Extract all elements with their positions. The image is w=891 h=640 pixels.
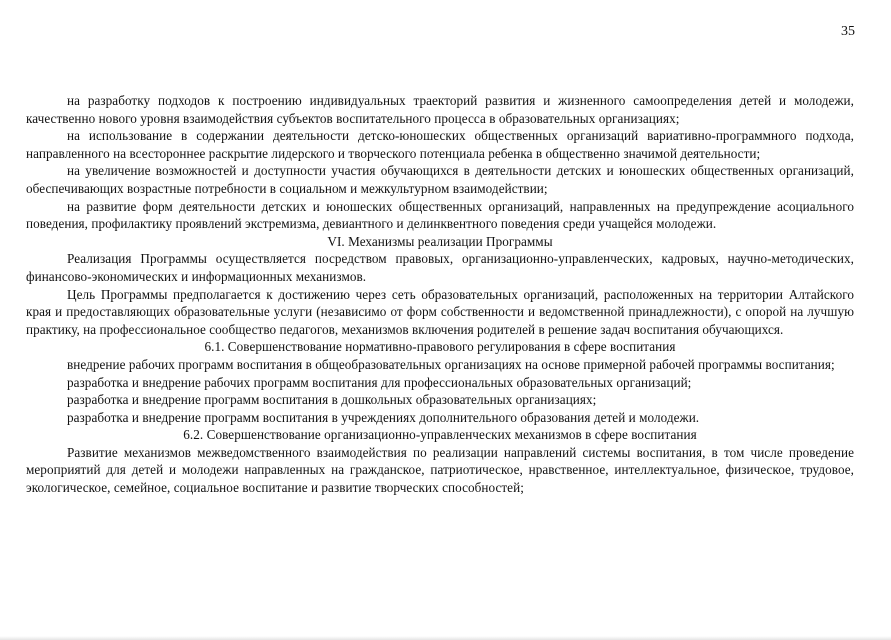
paragraph-program-goal: Цель Программы предполагается к достижению через сеть образовательных организаций, расположенных на территории Алтайского края и предоставляющих образовательные услуги (независимо от форм собственности и ведомственной принадлежности), с опорой на лучшую практику, на профессиональное сообщество педагогов, механизмов включения родителей в решение задач воспитания обучающихся. [26, 286, 854, 337]
subsection-heading-organizational-mechanisms: 6.2. Совершенствование организационно-управленческих механизмов в сфере воспитания [183, 427, 697, 443]
list-item-preschool-programs: разработка и внедрение программ воспитания в дошкольных образовательных организациях; [67, 392, 597, 408]
list-item-professional-education-programs: разработка и внедрение рабочих программ воспитания для профессиональных образовательных организаций; [67, 374, 692, 390]
section-heading-mechanisms: VI. Механизмы реализации Программы [327, 233, 553, 249]
paragraph-prevention-forms: на развитие форм деятельности детских и юношеских общественных организаций, направленных на предупреждение асоциального поведения, профилактику проявлений экстремизма, девиантного и делинквентного поведения среди учащейся молодежи. [26, 198, 854, 232]
paragraph-implementation-mechanisms: Реализация Программы осуществляется посредством правовых, организационно-управленческих, кадровых, научно-методических, финансово-экономических и информационных механизмов. [26, 251, 854, 284]
document-body [26, 92, 854, 497]
paragraph-individual-trajectories: на разработку подходов к построению индивидуальных траекторий развития и жизненного самоопределения детей и молодежи, качественно нового уровня взаимодействия субъектов воспитательного процесса в образовательных организациях; [26, 93, 854, 126]
paragraph-participation-access: на увеличение возможностей и доступности участия обучающихся в деятельности детских и юношеских общественных организаций, обеспечивающих возрастные потребности в социальном и межкультурном взаимодействии; [26, 163, 854, 196]
list-item-general-education-programs: внедрение рабочих программ воспитания в общеобразовательных организациях на основе примерной рабочей программы воспитания; [67, 356, 835, 372]
paragraph-variative-approach: на использование в содержании деятельности детско-юношеских общественных организаций вариативно-программного подхода, направленного на всестороннее раскрытие лидерского и творческого потенциала ребенка в общественно значимой деятельности; [26, 128, 854, 161]
page-number: 35 [841, 24, 855, 39]
subsection-heading-legal-regulation: 6.1. Совершенствование нормативно-правового регулирования в сфере воспитания [204, 339, 676, 355]
list-item-additional-education-programs: разработка и внедрение программ воспитания в учреждениях дополнительного образования детей и молодежи. [67, 409, 700, 425]
page-bottom-edge [0, 636, 891, 640]
paragraph-interdepartmental-cooperation: Развитие механизмов межведомственного взаимодействия по реализации направлений системы воспитания, в том числе проведение мероприятий для детей и молодежи направленных на гражданское, патриотическое, нравственное, интеллектуальное, физическое, трудовое, экологическое, семейное, социальное воспитание и развитие творческих способностей; [26, 444, 854, 496]
